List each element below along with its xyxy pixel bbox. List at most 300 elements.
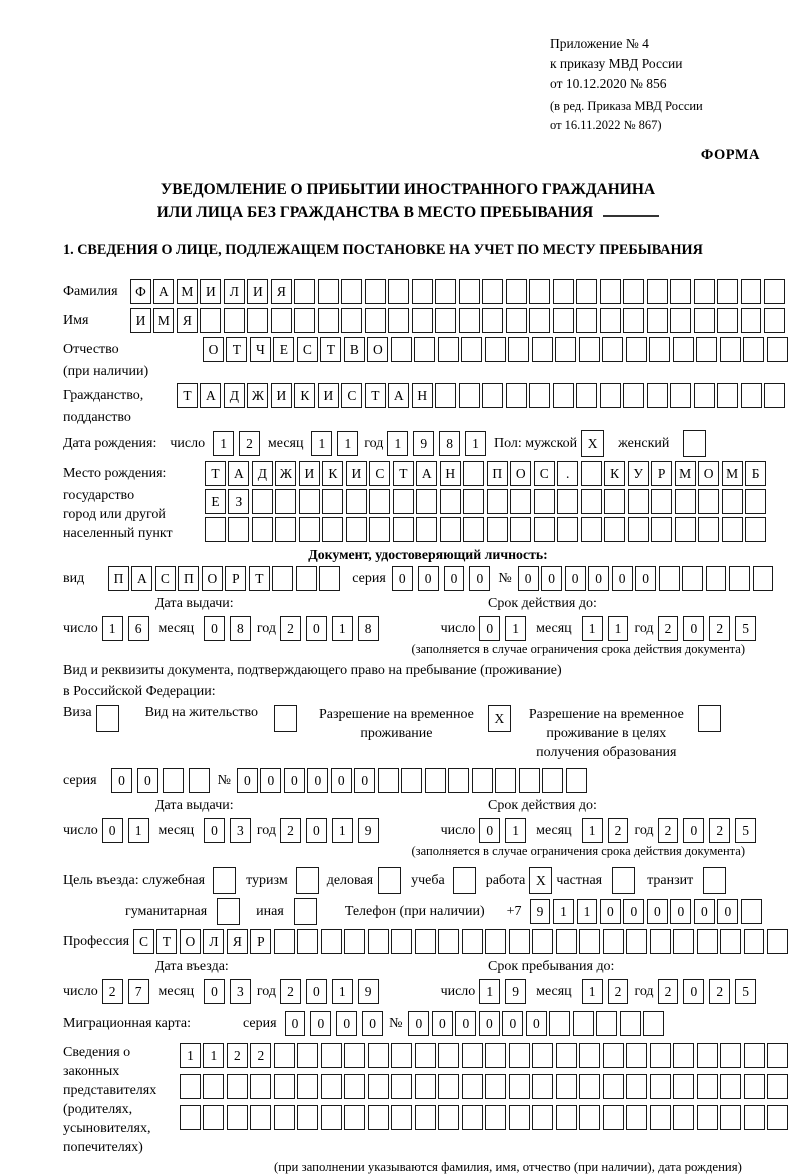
form-cell[interactable]: 2 [658,979,679,1004]
form-cell[interactable] [462,1105,483,1130]
form-cell[interactable]: Б [745,461,766,486]
form-cell[interactable]: 2 [239,431,260,456]
form-cell[interactable] [697,1074,718,1099]
form-cell[interactable]: 1 [387,431,408,456]
form-cell[interactable] [745,489,766,514]
form-cell[interactable] [299,517,320,542]
form-cell[interactable] [745,517,766,542]
form-cell[interactable]: Ф [130,279,151,304]
form-cell[interactable] [626,337,647,362]
form-cell[interactable] [556,929,577,954]
form-cell[interactable]: 1 [608,616,629,641]
form-cell[interactable]: И [247,279,268,304]
form-cell[interactable] [322,517,343,542]
form-cell[interactable]: 5 [735,616,756,641]
form-cell[interactable]: 1 [311,431,332,456]
form-cell[interactable]: X [488,705,511,732]
form-cell[interactable] [321,1105,342,1130]
form-cell[interactable] [532,1043,553,1068]
form-cell[interactable]: 2 [608,818,629,843]
form-cell[interactable] [341,308,362,333]
form-cell[interactable] [720,1105,741,1130]
form-cell[interactable]: С [297,337,318,362]
form-cell[interactable] [438,1105,459,1130]
form-cell[interactable] [532,929,553,954]
form-cell[interactable] [482,308,503,333]
form-cell[interactable] [741,383,762,408]
form-cell[interactable] [463,517,484,542]
form-cell[interactable] [557,517,578,542]
form-cell[interactable]: И [271,383,292,408]
form-cell[interactable] [180,1074,201,1099]
form-cell[interactable]: К [294,383,315,408]
form-cell[interactable]: И [200,279,221,304]
form-cell[interactable]: 8 [230,616,251,641]
form-cell[interactable] [368,1074,389,1099]
form-cell[interactable] [698,517,719,542]
form-cell[interactable] [744,1074,765,1099]
form-cell[interactable]: 0 [204,616,225,641]
form-cell[interactable] [643,1011,664,1036]
form-cell[interactable] [414,337,435,362]
form-cell[interactable]: И [346,461,367,486]
form-cell[interactable]: 0 [336,1011,357,1036]
form-cell[interactable] [346,517,367,542]
form-cell[interactable]: Я [227,929,248,954]
form-cell[interactable] [720,929,741,954]
form-cell[interactable] [96,705,119,732]
form-cell[interactable] [753,566,774,591]
form-cell[interactable]: X [529,867,552,894]
form-cell[interactable] [510,489,531,514]
form-cell[interactable] [213,867,236,894]
form-cell[interactable] [462,1074,483,1099]
form-cell[interactable]: 1 [213,431,234,456]
form-cell[interactable] [626,1043,647,1068]
form-cell[interactable] [412,308,433,333]
form-cell[interactable]: З [228,489,249,514]
form-cell[interactable]: Е [205,489,226,514]
form-cell[interactable] [764,383,785,408]
form-cell[interactable] [485,1043,506,1068]
form-cell[interactable]: 0 [306,616,327,641]
form-cell[interactable]: 3 [230,818,251,843]
form-cell[interactable]: С [155,566,176,591]
form-cell[interactable]: Т [393,461,414,486]
form-cell[interactable] [651,517,672,542]
form-cell[interactable] [628,489,649,514]
form-cell[interactable]: 0 [310,1011,331,1036]
form-cell[interactable] [553,383,574,408]
form-cell[interactable] [365,308,386,333]
form-cell[interactable] [438,929,459,954]
form-cell[interactable] [623,383,644,408]
form-cell[interactable] [673,1074,694,1099]
form-cell[interactable]: 2 [280,616,301,641]
form-cell[interactable] [650,1105,671,1130]
form-cell[interactable]: Н [412,383,433,408]
form-cell[interactable]: С [534,461,555,486]
form-cell[interactable] [612,867,635,894]
form-cell[interactable] [697,929,718,954]
form-cell[interactable] [743,337,764,362]
form-cell[interactable] [764,279,785,304]
form-cell[interactable] [717,279,738,304]
form-cell[interactable] [435,383,456,408]
form-cell[interactable] [318,308,339,333]
form-cell[interactable]: М [675,461,696,486]
form-cell[interactable] [250,1105,271,1130]
form-cell[interactable]: Л [224,279,245,304]
title-blank-line[interactable] [603,201,659,217]
form-cell[interactable]: С [369,461,390,486]
form-cell[interactable] [369,517,390,542]
form-cell[interactable] [438,1074,459,1099]
form-cell[interactable]: 0 [237,768,258,793]
form-cell[interactable] [767,337,788,362]
form-cell[interactable]: Т [365,383,386,408]
form-cell[interactable]: М [177,279,198,304]
form-cell[interactable] [472,768,493,793]
form-cell[interactable] [393,489,414,514]
form-cell[interactable] [322,489,343,514]
form-cell[interactable] [506,383,527,408]
form-cell[interactable]: 1 [577,899,598,924]
form-cell[interactable]: 9 [530,899,551,924]
form-cell[interactable] [649,337,670,362]
form-cell[interactable]: В [344,337,365,362]
form-cell[interactable] [388,308,409,333]
form-cell[interactable] [205,517,226,542]
form-cell[interactable] [506,279,527,304]
form-cell[interactable] [440,489,461,514]
form-cell[interactable]: Т [226,337,247,362]
form-cell[interactable] [651,489,672,514]
form-cell[interactable] [767,929,788,954]
form-cell[interactable] [487,489,508,514]
form-cell[interactable]: 6 [128,616,149,641]
form-cell[interactable] [296,867,319,894]
form-cell[interactable]: И [299,461,320,486]
form-cell[interactable] [626,1105,647,1130]
form-cell[interactable]: О [698,461,719,486]
form-cell[interactable]: 8 [439,431,460,456]
form-cell[interactable]: П [487,461,508,486]
form-cell[interactable]: 0 [479,818,500,843]
form-cell[interactable]: 7 [128,979,149,1004]
form-cell[interactable] [344,1043,365,1068]
form-cell[interactable] [673,1105,694,1130]
form-cell[interactable] [378,867,401,894]
form-cell[interactable] [566,768,587,793]
form-cell[interactable]: 0 [306,818,327,843]
form-cell[interactable] [683,430,706,457]
form-cell[interactable]: С [133,929,154,954]
form-cell[interactable]: 0 [479,616,500,641]
form-cell[interactable] [425,768,446,793]
form-cell[interactable]: 0 [670,899,691,924]
form-cell[interactable] [696,337,717,362]
form-cell[interactable] [485,929,506,954]
form-cell[interactable] [717,383,738,408]
form-cell[interactable] [553,279,574,304]
form-cell[interactable]: И [130,308,151,333]
form-cell[interactable] [626,929,647,954]
form-cell[interactable] [600,383,621,408]
form-cell[interactable] [509,1074,530,1099]
form-cell[interactable] [534,489,555,514]
form-cell[interactable]: 0 [204,979,225,1004]
form-cell[interactable] [318,279,339,304]
form-cell[interactable] [378,768,399,793]
form-cell[interactable] [200,308,221,333]
form-cell[interactable]: Д [252,461,273,486]
form-cell[interactable]: Ж [275,461,296,486]
form-cell[interactable] [596,1011,617,1036]
form-cell[interactable]: Е [273,337,294,362]
form-cell[interactable] [529,383,550,408]
form-cell[interactable] [675,517,696,542]
form-cell[interactable]: 2 [709,616,730,641]
form-cell[interactable] [463,489,484,514]
form-cell[interactable]: 1 [479,979,500,1004]
form-cell[interactable] [626,1074,647,1099]
form-cell[interactable] [600,308,621,333]
form-cell[interactable] [485,337,506,362]
form-cell[interactable] [604,489,625,514]
form-cell[interactable] [274,1105,295,1130]
form-cell[interactable]: 0 [647,899,668,924]
form-cell[interactable] [628,517,649,542]
form-cell[interactable] [573,1011,594,1036]
form-cell[interactable]: А [200,383,221,408]
form-cell[interactable] [717,308,738,333]
form-cell[interactable] [435,279,456,304]
form-cell[interactable] [321,1043,342,1068]
form-cell[interactable]: А [153,279,174,304]
form-cell[interactable] [694,279,715,304]
form-cell[interactable]: 0 [518,566,539,591]
form-cell[interactable] [694,383,715,408]
form-cell[interactable]: А [228,461,249,486]
form-cell[interactable]: О [180,929,201,954]
form-cell[interactable] [675,489,696,514]
form-cell[interactable] [365,279,386,304]
form-cell[interactable] [438,337,459,362]
form-cell[interactable]: 0 [479,1011,500,1036]
form-cell[interactable] [767,1043,788,1068]
form-cell[interactable] [275,489,296,514]
form-cell[interactable] [767,1105,788,1130]
form-cell[interactable] [462,929,483,954]
form-cell[interactable] [180,1105,201,1130]
form-cell[interactable]: Ж [247,383,268,408]
form-cell[interactable]: И [318,383,339,408]
form-cell[interactable]: 0 [284,768,305,793]
form-cell[interactable]: 2 [102,979,123,1004]
form-cell[interactable]: 0 [623,899,644,924]
form-cell[interactable] [706,566,727,591]
form-cell[interactable] [532,1074,553,1099]
form-cell[interactable]: 0 [260,768,281,793]
form-cell[interactable]: 0 [204,818,225,843]
form-cell[interactable]: Т [249,566,270,591]
form-cell[interactable]: 0 [432,1011,453,1036]
form-cell[interactable]: 0 [683,979,704,1004]
form-cell[interactable] [744,929,765,954]
form-cell[interactable]: 0 [354,768,375,793]
form-cell[interactable]: Л [203,929,224,954]
form-cell[interactable]: 1 [505,616,526,641]
form-cell[interactable] [579,337,600,362]
form-cell[interactable] [401,768,422,793]
form-cell[interactable] [485,1074,506,1099]
form-cell[interactable] [703,867,726,894]
form-cell[interactable] [623,308,644,333]
form-cell[interactable]: П [178,566,199,591]
form-cell[interactable] [509,1105,530,1130]
form-cell[interactable] [529,308,550,333]
form-cell[interactable] [224,308,245,333]
form-cell[interactable]: О [510,461,531,486]
form-cell[interactable] [391,337,412,362]
form-cell[interactable] [650,1074,671,1099]
form-cell[interactable] [576,279,597,304]
form-cell[interactable]: Ч [250,337,271,362]
form-cell[interactable] [274,1074,295,1099]
form-cell[interactable]: 2 [709,818,730,843]
form-cell[interactable]: 1 [582,616,603,641]
form-cell[interactable]: 2 [280,979,301,1004]
form-cell[interactable] [579,1105,600,1130]
form-cell[interactable]: 2 [280,818,301,843]
form-cell[interactable]: 0 [635,566,656,591]
form-cell[interactable] [344,1074,365,1099]
form-cell[interactable]: К [604,461,625,486]
form-cell[interactable]: О [202,566,223,591]
form-cell[interactable] [581,517,602,542]
form-cell[interactable] [482,383,503,408]
form-cell[interactable]: Р [651,461,672,486]
form-cell[interactable]: А [416,461,437,486]
form-cell[interactable] [274,1043,295,1068]
form-cell[interactable] [744,1043,765,1068]
form-cell[interactable] [670,308,691,333]
form-cell[interactable] [294,308,315,333]
form-cell[interactable]: 0 [307,768,328,793]
form-cell[interactable] [556,1043,577,1068]
form-cell[interactable] [576,383,597,408]
form-cell[interactable]: А [131,566,152,591]
form-cell[interactable]: 0 [444,566,465,591]
form-cell[interactable] [319,566,340,591]
form-cell[interactable]: 0 [137,768,158,793]
form-cell[interactable] [252,489,273,514]
form-cell[interactable]: 0 [600,899,621,924]
form-cell[interactable] [647,279,668,304]
form-cell[interactable]: У [628,461,649,486]
form-cell[interactable] [506,308,527,333]
form-cell[interactable] [602,337,623,362]
form-cell[interactable] [438,1043,459,1068]
form-cell[interactable]: 1 [332,616,353,641]
form-cell[interactable]: О [203,337,224,362]
form-cell[interactable] [227,1105,248,1130]
form-cell[interactable] [297,929,318,954]
form-cell[interactable] [416,517,437,542]
form-cell[interactable]: П [108,566,129,591]
form-cell[interactable]: 0 [306,979,327,1004]
form-cell[interactable] [391,1074,412,1099]
form-cell[interactable]: X [581,430,604,457]
form-cell[interactable] [620,1011,641,1036]
form-cell[interactable] [368,1043,389,1068]
form-cell[interactable] [297,1105,318,1130]
form-cell[interactable] [415,1043,436,1068]
form-cell[interactable]: 5 [735,818,756,843]
form-cell[interactable] [553,308,574,333]
form-cell[interactable] [294,898,317,925]
form-cell[interactable]: 0 [418,566,439,591]
form-cell[interactable] [435,308,456,333]
form-cell[interactable]: 2 [227,1043,248,1068]
form-cell[interactable] [388,279,409,304]
form-cell[interactable]: 0 [683,818,704,843]
form-cell[interactable] [542,768,563,793]
form-cell[interactable] [463,461,484,486]
form-cell[interactable]: 9 [505,979,526,1004]
form-cell[interactable]: 0 [541,566,562,591]
form-cell[interactable]: 0 [102,818,123,843]
form-cell[interactable]: А [388,383,409,408]
form-cell[interactable] [299,489,320,514]
form-cell[interactable]: М [153,308,174,333]
form-cell[interactable]: 1 [553,899,574,924]
form-cell[interactable] [659,566,680,591]
form-cell[interactable] [600,279,621,304]
form-cell[interactable]: 0 [455,1011,476,1036]
form-cell[interactable]: 8 [358,616,379,641]
form-cell[interactable] [272,566,293,591]
form-cell[interactable] [670,383,691,408]
form-cell[interactable]: 9 [358,979,379,1004]
form-cell[interactable]: Р [250,929,271,954]
form-cell[interactable] [163,768,184,793]
form-cell[interactable] [508,337,529,362]
form-cell[interactable] [440,517,461,542]
form-cell[interactable]: 1 [128,818,149,843]
form-cell[interactable] [698,489,719,514]
form-cell[interactable] [673,337,694,362]
form-cell[interactable]: 0 [683,616,704,641]
form-cell[interactable] [673,1043,694,1068]
form-cell[interactable] [274,929,295,954]
form-cell[interactable] [579,1043,600,1068]
form-cell[interactable] [509,1043,530,1068]
form-cell[interactable] [459,383,480,408]
form-cell[interactable] [650,1043,671,1068]
form-cell[interactable]: 1 [337,431,358,456]
form-cell[interactable] [294,279,315,304]
form-cell[interactable] [462,1043,483,1068]
form-cell[interactable]: 1 [203,1043,224,1068]
form-cell[interactable] [581,489,602,514]
form-cell[interactable] [344,929,365,954]
form-cell[interactable]: 2 [658,616,679,641]
form-cell[interactable] [720,337,741,362]
form-cell[interactable]: 3 [230,979,251,1004]
form-cell[interactable] [682,566,703,591]
